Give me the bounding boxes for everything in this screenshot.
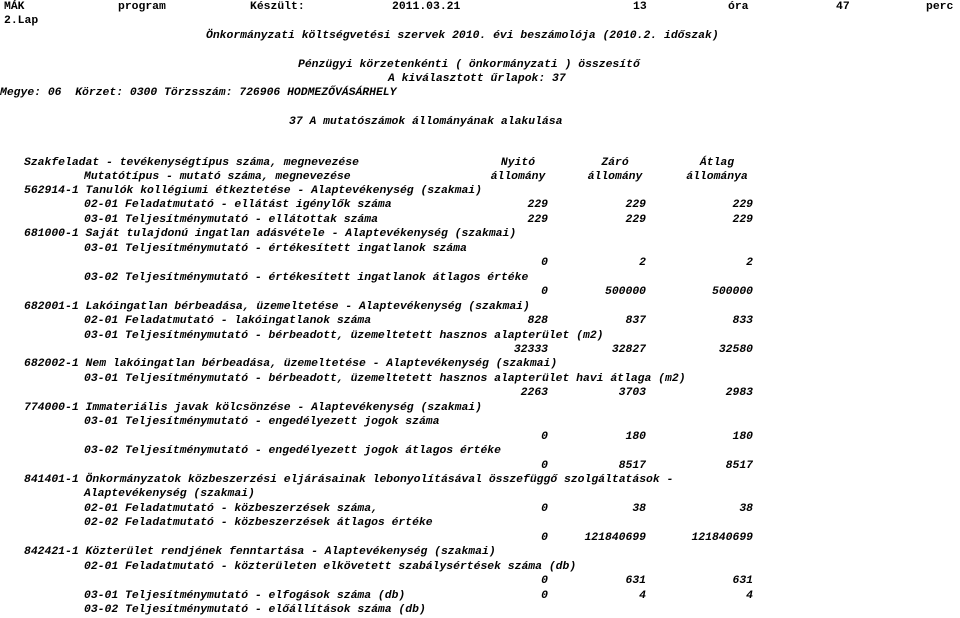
column-header-left-2: Mutatótípus - mutató száma, megnevezése [84, 171, 351, 183]
column-header-atlag-sub: állománya [686, 171, 748, 183]
value-atlag: 631 [732, 575, 753, 587]
value-atlag: 833 [732, 315, 753, 327]
row-label: 02-01 Feladatmutató - közbeszerzések száma, [84, 503, 378, 515]
row-label: 03-01 Teljesítménymutató - ellátottak száma [84, 214, 378, 226]
location-line: Megye: 06 Körzet: 0300 Törzsszám: 726906 HODMEZŐVÁSÁRHELY [0, 87, 397, 99]
value-zaro: 229 [625, 199, 646, 211]
value-nyito: 32333 [513, 344, 548, 356]
row-label: 681000-1 Saját tulajdonú ingatlan adásvétele - Alaptevékenység (szakmai) [24, 228, 517, 240]
value-zaro: 3703 [618, 387, 646, 399]
value-zaro: 229 [625, 214, 646, 226]
value-nyito: 0 [541, 503, 548, 515]
value-zaro: 8517 [618, 460, 646, 472]
value-atlag: 2 [746, 257, 753, 269]
value-zaro: 500000 [604, 286, 646, 298]
report-title: Pénzügyi körzetenkénti ( önkormányzati ) összesítő [298, 59, 640, 71]
report-subtitle: Önkormányzati költségvetési szervek 2010. évi beszámolója (2010.2. időszak) [206, 30, 719, 42]
column-header-atlag: Átlag [699, 157, 735, 169]
column-header-zaro: Záró [601, 157, 629, 169]
column-header-nyito-sub: állomány [490, 171, 546, 183]
keszult-label: Készült: [250, 1, 305, 13]
value-atlag: 2983 [725, 387, 753, 399]
report-date: 2011.03.21 [392, 1, 461, 13]
value-atlag: 32580 [718, 344, 753, 356]
program-label: program [118, 1, 166, 13]
value-zaro: 121840699 [584, 532, 646, 544]
value-atlag: 121840699 [691, 532, 753, 544]
column-header-left-1: Szakfeladat - tevékenységtípus száma, megnevezése [24, 157, 359, 169]
row-label: 02-02 Feladatmutató - közbeszerzések átlagos értéke [84, 517, 433, 529]
row-label: 02-01 Feladatmutató - közterületen elkövetett szabálysértések száma (db) [84, 561, 577, 573]
column-header-zaro-sub: állomány [587, 171, 643, 183]
value-zaro: 4 [639, 590, 646, 602]
value-nyito: 229 [527, 199, 548, 211]
row-label: 03-01 Teljesítménymutató - bérbeadott, üzemeltetett hasznos alapterület havi átlaga (m2) [84, 373, 686, 385]
value-zaro: 837 [625, 315, 646, 327]
value-nyito: 0 [541, 460, 548, 472]
value-zaro: 38 [632, 503, 646, 515]
row-label: 03-01 Teljesítménymutató - értékesített ingatlanok száma [84, 243, 467, 255]
value-nyito: 229 [527, 214, 548, 226]
row-label: 03-02 Teljesítménymutató - értékesített ingatlanok átlagos értéke [84, 272, 529, 284]
perc-label: perc [926, 1, 954, 13]
row-label: 682002-1 Nem lakóingatlan bérbeadása, üzemeltetése - Alaptevékenység (szakmai) [24, 358, 558, 370]
value-nyito: 828 [527, 315, 548, 327]
row-label: 774000-1 Immateriális javak kölcsönzése - Alaptevékenység (szakmai) [24, 402, 482, 414]
value-atlag: 500000 [711, 286, 753, 298]
value-nyito: 0 [541, 257, 548, 269]
row-label: 02-01 Feladatmutató - lakóingatlanok száma [84, 315, 372, 327]
value-atlag: 38 [739, 503, 753, 515]
row-label: 03-02 Teljesítménymutató - előállítások száma (db) [84, 604, 426, 616]
row-label: 03-02 Teljesítménymutató - engedélyezett jogok átlagos értéke [84, 445, 501, 457]
value-zaro: 180 [625, 431, 646, 443]
value-nyito: 2263 [520, 387, 548, 399]
value-nyito: 0 [541, 431, 548, 443]
row-label: 03-01 Teljesítménymutató - bérbeadott, üzemeltetett hasznos alapterület (m2) [84, 330, 604, 342]
value-nyito: 0 [541, 575, 548, 587]
value-nyito: 0 [541, 286, 548, 298]
report-minute: 47 [836, 1, 850, 13]
row-label: 03-01 Teljesítménymutató - engedélyezett jogok száma [84, 416, 440, 428]
org-label: MÁK [4, 1, 25, 13]
value-nyito: 0 [541, 590, 548, 602]
value-zaro: 32827 [611, 344, 646, 356]
row-label: 02-01 Feladatmutató - ellátást igénylők száma [84, 199, 392, 211]
value-zaro: 2 [639, 257, 646, 269]
value-atlag: 8517 [725, 460, 753, 472]
page-number: 2.Lap [4, 15, 39, 27]
value-zaro: 631 [625, 575, 646, 587]
value-atlag: 180 [732, 431, 753, 443]
row-label: 842421-1 Közterület rendjének fenntartása - Alaptevékenység (szakmai) [24, 546, 496, 558]
selected-forms: A kiválasztott űrlapok: 37 [388, 73, 566, 85]
row-label: Alaptevékenység (szakmai) [84, 488, 255, 500]
row-label: 562914-1 Tanulók kollégiumi étkeztetése - Alaptevékenység (szakmai) [24, 185, 482, 197]
value-atlag: 229 [732, 214, 753, 226]
column-header-nyito: Nyitó [500, 157, 536, 169]
value-atlag: 229 [732, 199, 753, 211]
report-hour: 13 [633, 1, 647, 13]
value-atlag: 4 [746, 590, 753, 602]
row-label: 682001-1 Lakóingatlan bérbeadása, üzemeltetése - Alaptevékenység (szakmai) [24, 301, 530, 313]
form-title: 37 A mutatószámok állományának alakulása [289, 116, 563, 128]
value-nyito: 0 [541, 532, 548, 544]
ora-label: óra [728, 1, 749, 13]
row-label: 841401-1 Önkormányzatok közbeszerzési eljárásainak lebonyolításával összefüggő szolgáltatások - [24, 474, 674, 486]
row-label: 03-01 Teljesítménymutató - elfogások száma (db) [84, 590, 406, 602]
